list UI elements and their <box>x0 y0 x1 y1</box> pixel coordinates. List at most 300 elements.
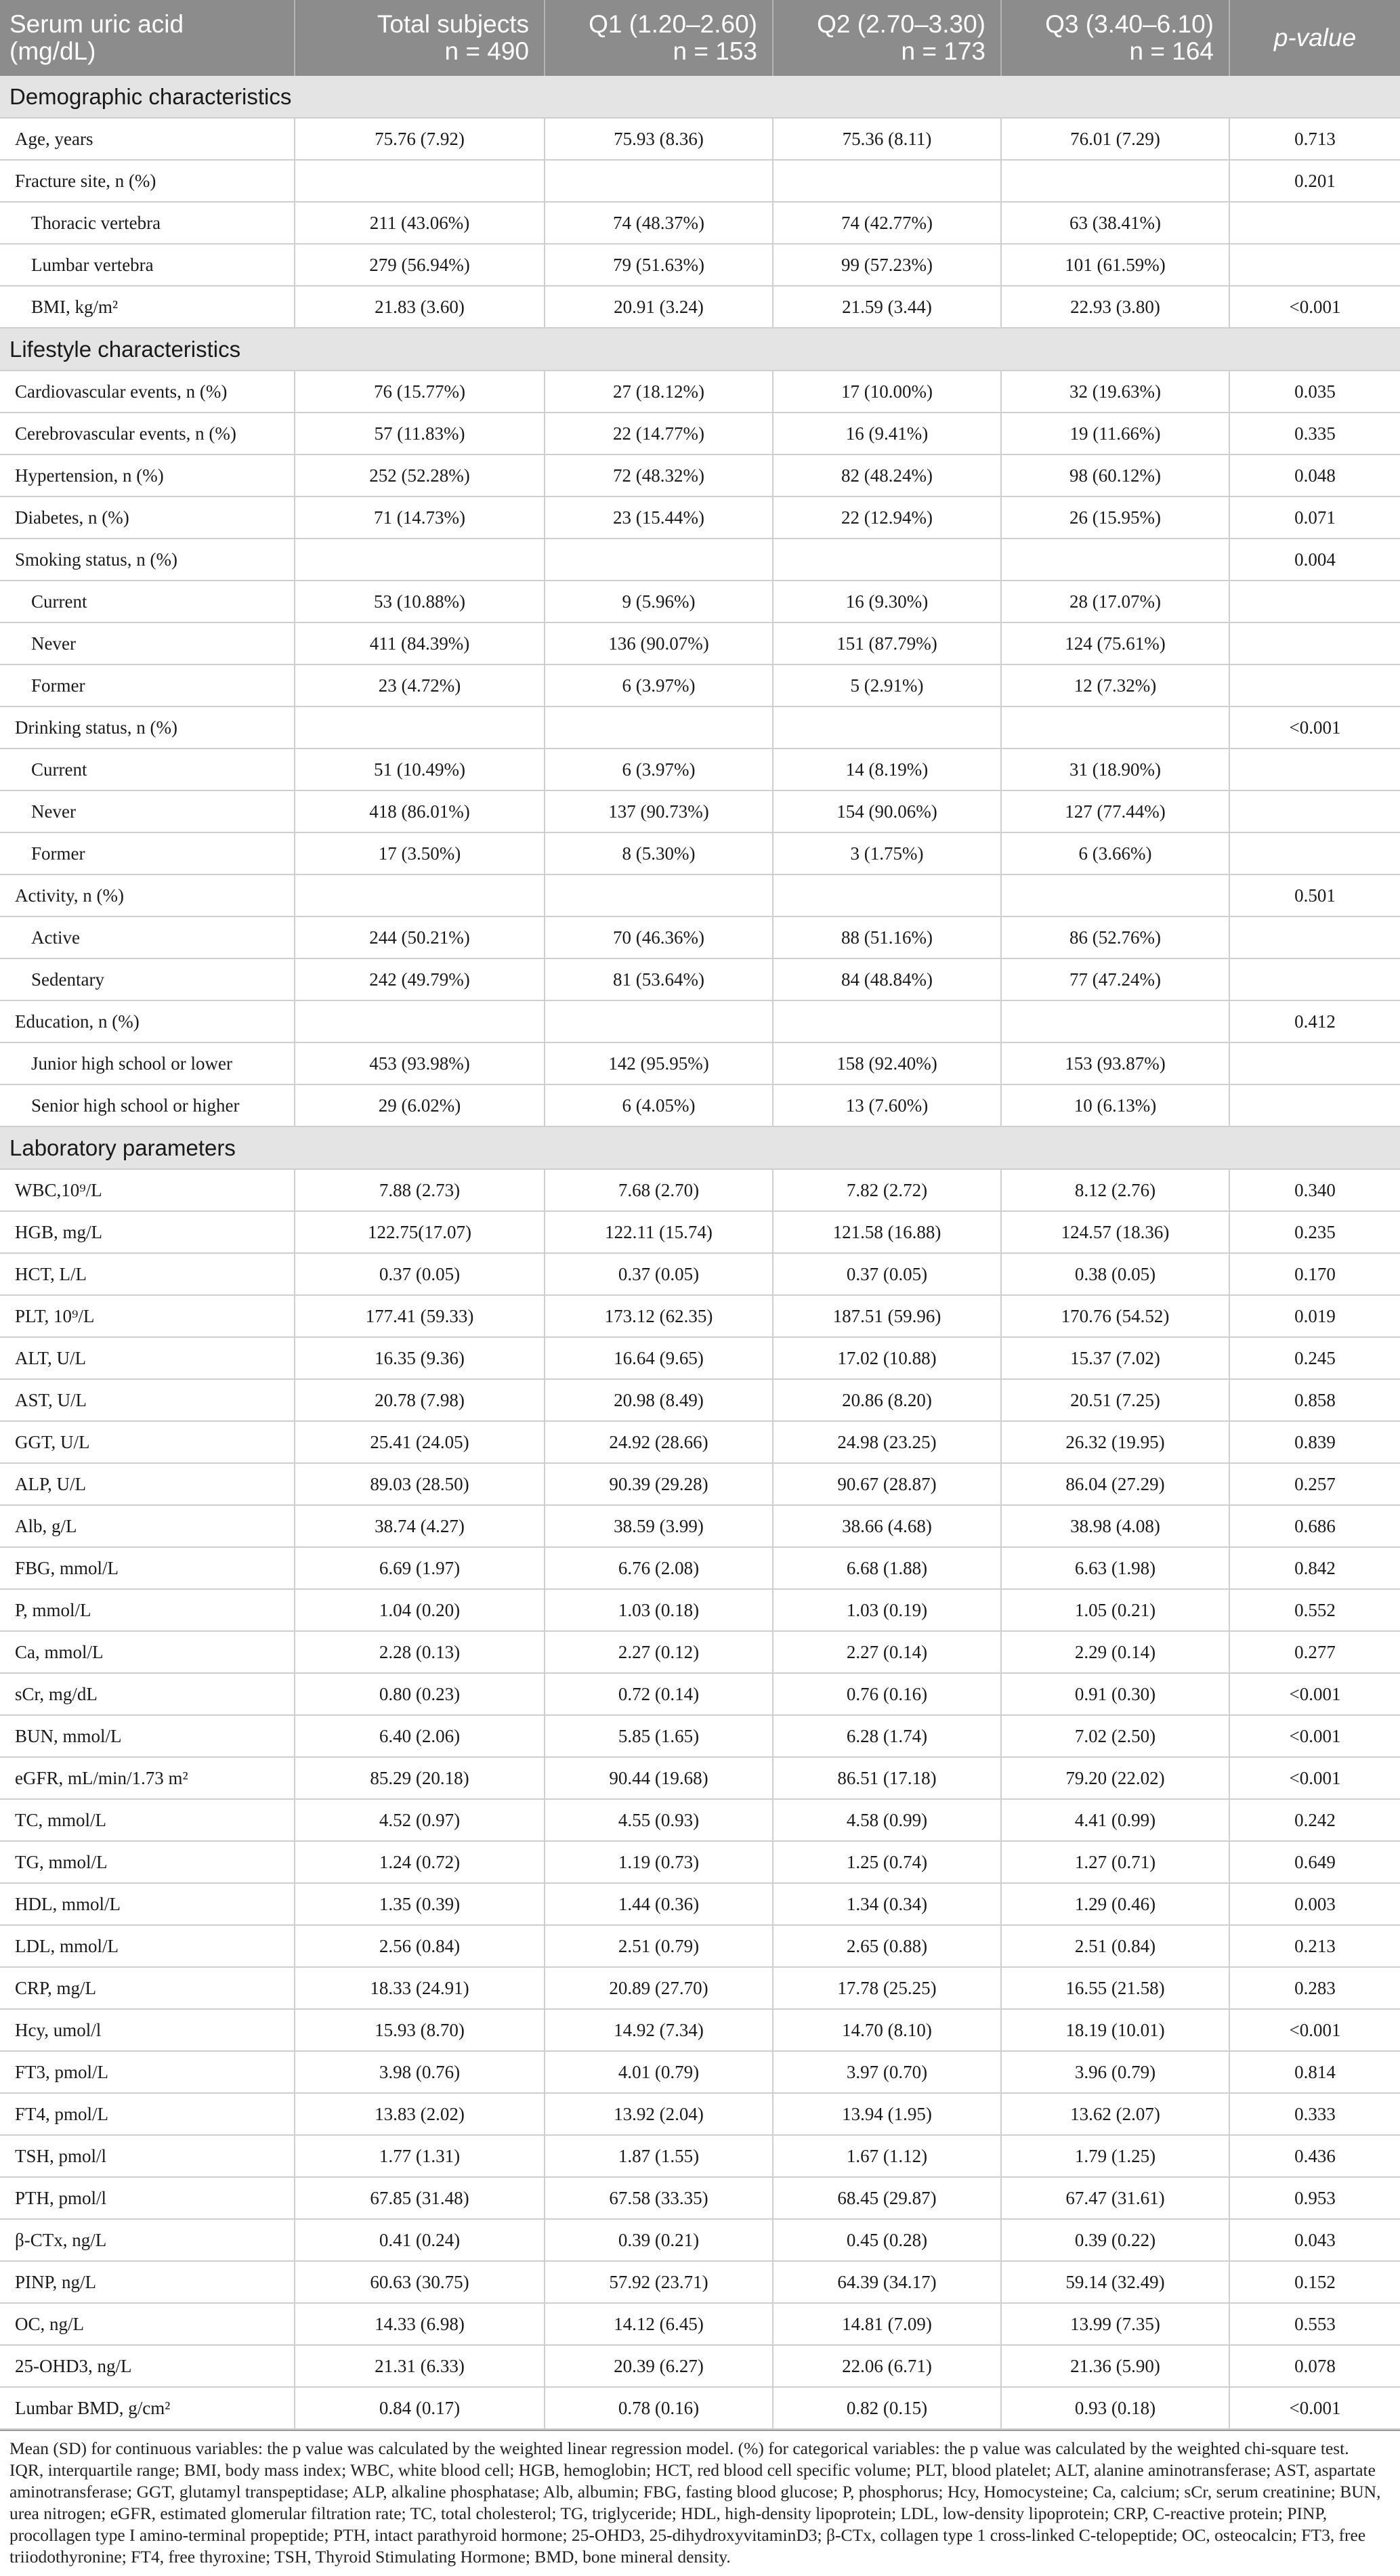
table-row <box>0 1421 1400 1463</box>
table-row <box>0 1169 1400 1211</box>
p-value-cell: <0.001 <box>1229 1715 1400 1757</box>
p-value-cell: 0.201 <box>1229 160 1400 202</box>
row-label: PLT, 10⁹/L <box>0 1295 295 1337</box>
value-cell: 252 (52.28%) <box>295 455 545 497</box>
header-variable <box>0 0 295 76</box>
value-cell: 158 (92.40%) <box>773 1042 1001 1084</box>
table-row <box>0 2009 1400 2051</box>
footnote-abbreviations: IQR, interquartile range; BMI, body mass index; WBC, white blood cell; HGB, hemoglobin; HCT, red blood cell specific volume; PLT, blood platelet; ALT, alanine aminotransferase; AST, aspartate aminotransferase; GGT, glutamyl transpeptidase; ALP, alkaline phosphatase; Alb, albumin; FBG, fasting blood glucose; P, phosphorus; Hcy, Homocysteine; Ca, calcium; sCr, serum creatinine; BUN, urea nitrogen; eGFR, estimated glomerular filtration rate; TC, total cholesterol; TG, triglyceride; HDL, high-density lipoprotein; LDL, low-density lipoprotein; CRP, C-reactive protein; PINP, procollagen type I amino-terminal propeptide; PTH, intact parathyroid hormone; 25-OHD3, 25-dihydroxyvitaminD3; β-CTx, collagen type 1 cross-linked C-telopeptide; OC, osteocalcin; FT3, free triiodothyronine; FT4, free thyroxine; TSH, Thyroid Stimulating Hormone; BMD, bone mineral density. <box>9 2460 1381 2567</box>
table-row <box>0 160 1400 202</box>
table-row <box>0 244 1400 286</box>
p-value-cell: 0.814 <box>1229 2051 1400 2093</box>
value-cell: 4.52 (0.97) <box>295 1799 545 1841</box>
p-value-cell: 0.552 <box>1229 1589 1400 1631</box>
row-label: WBC,10⁹/L <box>0 1169 295 1211</box>
value-cell: 1.25 (0.74) <box>773 1841 1001 1883</box>
value-cell: 1.34 (0.34) <box>773 1883 1001 1925</box>
value-cell: 22 (12.94%) <box>773 497 1001 539</box>
value-cell <box>295 539 545 580</box>
value-cell: 22.93 (3.80) <box>1001 286 1229 328</box>
value-cell: 25.41 (24.05) <box>295 1421 545 1463</box>
value-cell: 6.28 (1.74) <box>773 1715 1001 1757</box>
p-value-cell: 0.213 <box>1229 1925 1400 1967</box>
p-value-cell: 0.649 <box>1229 1841 1400 1883</box>
value-cell: 85.29 (20.18) <box>295 1757 545 1799</box>
value-cell: 6.69 (1.97) <box>295 1547 545 1589</box>
value-cell: 418 (86.01%) <box>295 790 545 832</box>
value-cell: 7.88 (2.73) <box>295 1169 545 1211</box>
value-cell: 122.11 (15.74) <box>545 1211 773 1253</box>
value-cell <box>545 539 773 580</box>
row-label: Age, years <box>0 118 295 160</box>
row-label: PTH, pmol/l <box>0 2177 295 2219</box>
table-row <box>0 1883 1400 1925</box>
value-cell <box>1001 706 1229 748</box>
row-label: Former <box>0 832 295 874</box>
row-label: GGT, U/L <box>0 1421 295 1463</box>
value-cell: 67.85 (31.48) <box>295 2177 545 2219</box>
row-label: Sedentary <box>0 958 295 1000</box>
row-label: 25-OHD3, ng/L <box>0 2345 295 2387</box>
value-cell: 0.45 (0.28) <box>773 2219 1001 2261</box>
value-cell: 17 (3.50%) <box>295 832 545 874</box>
header-variable-line1: Serum uric acid <box>9 10 184 38</box>
value-cell: 173.12 (62.35) <box>545 1295 773 1337</box>
table-row <box>0 1084 1400 1126</box>
value-cell: 6.68 (1.88) <box>773 1547 1001 1589</box>
value-cell: 20.89 (27.70) <box>545 1967 773 2009</box>
p-value-cell: 0.245 <box>1229 1337 1400 1379</box>
value-cell: 86 (52.76%) <box>1001 916 1229 958</box>
value-cell: 279 (56.94%) <box>295 244 545 286</box>
value-cell: 0.39 (0.22) <box>1001 2219 1229 2261</box>
value-cell: 3.97 (0.70) <box>773 2051 1001 2093</box>
p-value-cell: 0.713 <box>1229 118 1400 160</box>
value-cell: 38.59 (3.99) <box>545 1505 773 1547</box>
row-label: Active <box>0 916 295 958</box>
value-cell: 6.63 (1.98) <box>1001 1547 1229 1589</box>
table-row <box>0 1631 1400 1673</box>
value-cell: 18.33 (24.91) <box>295 1967 545 2009</box>
p-value-cell: 0.340 <box>1229 1169 1400 1211</box>
value-cell <box>545 706 773 748</box>
value-cell: 1.03 (0.18) <box>545 1589 773 1631</box>
value-cell: 89.03 (28.50) <box>295 1463 545 1505</box>
p-value-cell: 0.048 <box>1229 455 1400 497</box>
row-label: Current <box>0 580 295 622</box>
table-row <box>0 2051 1400 2093</box>
value-cell <box>1001 874 1229 916</box>
value-cell: 53 (10.88%) <box>295 580 545 622</box>
value-cell: 0.93 (0.18) <box>1001 2387 1229 2429</box>
value-cell: 64.39 (34.17) <box>773 2261 1001 2303</box>
row-label: Hcy, umol/l <box>0 2009 295 2051</box>
table-row <box>0 539 1400 580</box>
value-cell: 124 (75.61%) <box>1001 622 1229 664</box>
value-cell: 0.84 (0.17) <box>295 2387 545 2429</box>
value-cell: 151 (87.79%) <box>773 622 1001 664</box>
value-cell: 16 (9.30%) <box>773 580 1001 622</box>
table-row <box>0 1042 1400 1084</box>
value-cell: 2.65 (0.88) <box>773 1925 1001 1967</box>
value-cell: 1.04 (0.20) <box>295 1589 545 1631</box>
header-q1-line1: Q1 (1.20–2.60) <box>589 10 757 38</box>
table-row <box>0 455 1400 497</box>
p-value-cell: 0.436 <box>1229 2135 1400 2177</box>
value-cell <box>773 706 1001 748</box>
value-cell: 0.91 (0.30) <box>1001 1673 1229 1715</box>
value-cell: 77 (47.24%) <box>1001 958 1229 1000</box>
p-value-cell <box>1229 832 1400 874</box>
p-value-cell: 0.003 <box>1229 1883 1400 1925</box>
value-cell: 14.92 (7.34) <box>545 2009 773 2051</box>
value-cell: 211 (43.06%) <box>295 202 545 244</box>
value-cell: 14.70 (8.10) <box>773 2009 1001 2051</box>
value-cell: 121.58 (16.88) <box>773 1211 1001 1253</box>
table-footnote <box>0 2430 1400 2568</box>
table-row <box>0 2261 1400 2303</box>
value-cell: 21.36 (5.90) <box>1001 2345 1229 2387</box>
table-row <box>0 958 1400 1000</box>
value-cell: 187.51 (59.96) <box>773 1295 1001 1337</box>
value-cell <box>773 160 1001 202</box>
value-cell: 22 (14.77%) <box>545 413 773 455</box>
p-value-cell: <0.001 <box>1229 2387 1400 2429</box>
value-cell: 59.14 (32.49) <box>1001 2261 1229 2303</box>
value-cell: 1.27 (0.71) <box>1001 1841 1229 1883</box>
table-row <box>0 1757 1400 1799</box>
value-cell: 101 (61.59%) <box>1001 244 1229 286</box>
value-cell: 411 (84.39%) <box>295 622 545 664</box>
value-cell <box>545 160 773 202</box>
value-cell: 453 (93.98%) <box>295 1042 545 1084</box>
value-cell: 124.57 (18.36) <box>1001 1211 1229 1253</box>
value-cell: 8 (5.30%) <box>545 832 773 874</box>
row-label: Lumbar vertebra <box>0 244 295 286</box>
value-cell: 79 (51.63%) <box>545 244 773 286</box>
row-label: Lumbar BMD, g/cm² <box>0 2387 295 2429</box>
header-q1 <box>545 0 773 76</box>
value-cell: 20.91 (3.24) <box>545 286 773 328</box>
row-label: Current <box>0 748 295 790</box>
header-q3 <box>1001 0 1229 76</box>
value-cell: 244 (50.21%) <box>295 916 545 958</box>
table-row <box>0 664 1400 706</box>
value-cell: 14.33 (6.98) <box>295 2303 545 2345</box>
table-row <box>0 622 1400 664</box>
value-cell: 70 (46.36%) <box>545 916 773 958</box>
row-label: P, mmol/L <box>0 1589 295 1631</box>
section-title: Lifestyle characteristics <box>0 328 1400 371</box>
row-label: eGFR, mL/min/1.73 m² <box>0 1757 295 1799</box>
value-cell: 3 (1.75%) <box>773 832 1001 874</box>
table-row <box>0 1799 1400 1841</box>
p-value-cell <box>1229 664 1400 706</box>
value-cell: 0.76 (0.16) <box>773 1673 1001 1715</box>
value-cell: 5 (2.91%) <box>773 664 1001 706</box>
value-cell <box>545 1000 773 1042</box>
header-q2-line2: n = 173 <box>901 37 985 65</box>
section-title: Laboratory parameters <box>0 1126 1400 1169</box>
table-row <box>0 1000 1400 1042</box>
header-total-line1: Total subjects <box>377 10 529 38</box>
value-cell <box>1001 160 1229 202</box>
table-body <box>0 76 1400 2429</box>
value-cell: 81 (53.64%) <box>545 958 773 1000</box>
value-cell: 20.98 (8.49) <box>545 1379 773 1421</box>
value-cell: 24.98 (23.25) <box>773 1421 1001 1463</box>
table-row <box>0 497 1400 539</box>
value-cell: 60.63 (30.75) <box>295 2261 545 2303</box>
table-row <box>0 1967 1400 2009</box>
value-cell: 82 (48.24%) <box>773 455 1001 497</box>
p-value-cell <box>1229 1042 1400 1084</box>
value-cell: 20.86 (8.20) <box>773 1379 1001 1421</box>
row-label: Thoracic vertebra <box>0 202 295 244</box>
value-cell: 1.87 (1.55) <box>545 2135 773 2177</box>
value-cell: 170.76 (54.52) <box>1001 1295 1229 1337</box>
value-cell: 90.67 (28.87) <box>773 1463 1001 1505</box>
value-cell: 15.37 (7.02) <box>1001 1337 1229 1379</box>
value-cell: 6.40 (2.06) <box>295 1715 545 1757</box>
table-row <box>0 1379 1400 1421</box>
header-p-value: p-value <box>1229 0 1400 76</box>
table-row <box>0 286 1400 328</box>
p-value-cell <box>1229 958 1400 1000</box>
p-value-cell: 0.071 <box>1229 497 1400 539</box>
p-value-cell: <0.001 <box>1229 2009 1400 2051</box>
value-cell: 90.39 (29.28) <box>545 1463 773 1505</box>
value-cell: 84 (48.84%) <box>773 958 1001 1000</box>
value-cell: 153 (93.87%) <box>1001 1042 1229 1084</box>
value-cell: 76 (15.77%) <box>295 371 545 413</box>
p-value-cell: 0.242 <box>1229 1799 1400 1841</box>
value-cell: 17 (10.00%) <box>773 371 1001 413</box>
table-row <box>0 371 1400 413</box>
value-cell: 21.31 (6.33) <box>295 2345 545 2387</box>
value-cell: 2.56 (0.84) <box>295 1925 545 1967</box>
value-cell: 72 (48.32%) <box>545 455 773 497</box>
value-cell: 242 (49.79%) <box>295 958 545 1000</box>
value-cell: 76.01 (7.29) <box>1001 118 1229 160</box>
value-cell: 71 (14.73%) <box>295 497 545 539</box>
value-cell: 1.24 (0.72) <box>295 1841 545 1883</box>
header-q2 <box>773 0 1001 76</box>
value-cell: 67.47 (31.61) <box>1001 2177 1229 2219</box>
row-label: Never <box>0 622 295 664</box>
value-cell: 38.66 (4.68) <box>773 1505 1001 1547</box>
table-row <box>0 916 1400 958</box>
p-value-cell: 0.277 <box>1229 1631 1400 1673</box>
row-label: Junior high school or lower <box>0 1042 295 1084</box>
value-cell: 29 (6.02%) <box>295 1084 545 1126</box>
p-value-cell: 0.152 <box>1229 2261 1400 2303</box>
value-cell: 2.27 (0.12) <box>545 1631 773 1673</box>
row-label: BMI, kg/m² <box>0 286 295 328</box>
p-value-cell: 0.858 <box>1229 1379 1400 1421</box>
p-value-cell <box>1229 244 1400 286</box>
value-cell: 0.80 (0.23) <box>295 1673 545 1715</box>
value-cell: 0.72 (0.14) <box>545 1673 773 1715</box>
value-cell: 7.82 (2.72) <box>773 1169 1001 1211</box>
p-value-cell <box>1229 622 1400 664</box>
value-cell: 6 (3.66%) <box>1001 832 1229 874</box>
value-cell: 57.92 (23.71) <box>545 2261 773 2303</box>
row-label: sCr, mg/dL <box>0 1673 295 1715</box>
value-cell: 74 (48.37%) <box>545 202 773 244</box>
value-cell: 13.99 (7.35) <box>1001 2303 1229 2345</box>
value-cell: 86.51 (17.18) <box>773 1757 1001 1799</box>
value-cell: 6 (3.97%) <box>545 748 773 790</box>
value-cell: 16 (9.41%) <box>773 413 1001 455</box>
value-cell: 1.67 (1.12) <box>773 2135 1001 2177</box>
value-cell: 0.78 (0.16) <box>545 2387 773 2429</box>
row-label: TG, mmol/L <box>0 1841 295 1883</box>
table-row <box>0 1925 1400 1967</box>
p-value-cell: 0.235 <box>1229 1211 1400 1253</box>
p-value-cell: 0.019 <box>1229 1295 1400 1337</box>
table-row <box>0 118 1400 160</box>
value-cell: 12 (7.32%) <box>1001 664 1229 706</box>
value-cell: 17.78 (25.25) <box>773 1967 1001 2009</box>
row-label: Education, n (%) <box>0 1000 295 1042</box>
value-cell: 154 (90.06%) <box>773 790 1001 832</box>
value-cell: 57 (11.83%) <box>295 413 545 455</box>
value-cell: 22.06 (6.71) <box>773 2345 1001 2387</box>
value-cell: 6.76 (2.08) <box>545 1547 773 1589</box>
value-cell: 0.39 (0.21) <box>545 2219 773 2261</box>
value-cell: 4.55 (0.93) <box>545 1799 773 1841</box>
p-value-cell: <0.001 <box>1229 706 1400 748</box>
value-cell: 1.29 (0.46) <box>1001 1883 1229 1925</box>
table-row <box>0 202 1400 244</box>
table-row <box>0 2093 1400 2135</box>
value-cell: 13.62 (2.07) <box>1001 2093 1229 2135</box>
value-cell: 98 (60.12%) <box>1001 455 1229 497</box>
value-cell: 4.41 (0.99) <box>1001 1799 1229 1841</box>
section-title: Demographic characteristics <box>0 76 1400 118</box>
value-cell: 1.19 (0.73) <box>545 1841 773 1883</box>
value-cell: 20.78 (7.98) <box>295 1379 545 1421</box>
p-value-cell: <0.001 <box>1229 286 1400 328</box>
section-row <box>0 328 1400 371</box>
value-cell: 38.74 (4.27) <box>295 1505 545 1547</box>
row-label: HCT, L/L <box>0 1253 295 1295</box>
value-cell: 2.51 (0.79) <box>545 1925 773 1967</box>
p-value-cell: 0.333 <box>1229 2093 1400 2135</box>
table-row <box>0 874 1400 916</box>
value-cell: 2.27 (0.14) <box>773 1631 1001 1673</box>
value-cell <box>773 1000 1001 1042</box>
header-total-line2: n = 490 <box>444 37 529 65</box>
value-cell: 7.02 (2.50) <box>1001 1715 1229 1757</box>
value-cell: 75.36 (8.11) <box>773 118 1001 160</box>
row-label: Fracture site, n (%) <box>0 160 295 202</box>
value-cell: 28 (17.07%) <box>1001 580 1229 622</box>
row-label: Never <box>0 790 295 832</box>
p-value-cell: 0.412 <box>1229 1000 1400 1042</box>
header-q3-line1: Q3 (3.40–6.10) <box>1045 10 1214 38</box>
row-label: ALP, U/L <box>0 1463 295 1505</box>
row-label: Hypertension, n (%) <box>0 455 295 497</box>
p-value-cell <box>1229 916 1400 958</box>
p-value-cell <box>1229 790 1400 832</box>
p-value-cell: 0.078 <box>1229 2345 1400 2387</box>
value-cell: 16.35 (9.36) <box>295 1337 545 1379</box>
value-cell: 20.51 (7.25) <box>1001 1379 1229 1421</box>
header-q3-line2: n = 164 <box>1129 37 1214 65</box>
value-cell: 0.37 (0.05) <box>773 1253 1001 1295</box>
row-label: Ca, mmol/L <box>0 1631 295 1673</box>
value-cell: 5.85 (1.65) <box>545 1715 773 1757</box>
row-label: FT3, pmol/L <box>0 2051 295 2093</box>
value-cell: 19 (11.66%) <box>1001 413 1229 455</box>
value-cell: 15.93 (8.70) <box>295 2009 545 2051</box>
p-value-cell: 0.043 <box>1229 2219 1400 2261</box>
header-q1-line2: n = 153 <box>673 37 757 65</box>
row-label: Diabetes, n (%) <box>0 497 295 539</box>
value-cell: 1.03 (0.19) <box>773 1589 1001 1631</box>
p-value-cell: <0.001 <box>1229 1673 1400 1715</box>
value-cell: 23 (4.72%) <box>295 664 545 706</box>
value-cell: 9 (5.96%) <box>545 580 773 622</box>
p-value-cell: 0.283 <box>1229 1967 1400 2009</box>
value-cell <box>545 874 773 916</box>
value-cell: 0.37 (0.05) <box>295 1253 545 1295</box>
value-cell: 51 (10.49%) <box>295 748 545 790</box>
value-cell: 32 (19.63%) <box>1001 371 1229 413</box>
value-cell: 13.92 (2.04) <box>545 2093 773 2135</box>
value-cell <box>295 706 545 748</box>
p-value-cell: 0.953 <box>1229 2177 1400 2219</box>
table-row <box>0 2135 1400 2177</box>
p-value-cell <box>1229 580 1400 622</box>
value-cell <box>295 160 545 202</box>
value-cell: 14.12 (6.45) <box>545 2303 773 2345</box>
value-cell: 4.58 (0.99) <box>773 1799 1001 1841</box>
table-row <box>0 2177 1400 2219</box>
value-cell: 23 (15.44%) <box>545 497 773 539</box>
p-value-cell: 0.839 <box>1229 1421 1400 1463</box>
value-cell: 21.59 (3.44) <box>773 286 1001 328</box>
table-row <box>0 790 1400 832</box>
value-cell: 177.41 (59.33) <box>295 1295 545 1337</box>
table-row <box>0 2219 1400 2261</box>
value-cell: 38.98 (4.08) <box>1001 1505 1229 1547</box>
row-label: Smoking status, n (%) <box>0 539 295 580</box>
row-label: TC, mmol/L <box>0 1799 295 1841</box>
p-value-cell <box>1229 1084 1400 1126</box>
value-cell: 63 (38.41%) <box>1001 202 1229 244</box>
p-value-cell: <0.001 <box>1229 1757 1400 1799</box>
p-value-cell: 0.686 <box>1229 1505 1400 1547</box>
value-cell: 0.37 (0.05) <box>545 1253 773 1295</box>
table-row <box>0 1295 1400 1337</box>
row-label: β-CTx, ng/L <box>0 2219 295 2261</box>
value-cell <box>295 1000 545 1042</box>
row-label: BUN, mmol/L <box>0 1715 295 1757</box>
table-row <box>0 706 1400 748</box>
row-label: Senior high school or higher <box>0 1084 295 1126</box>
row-label: TSH, pmol/l <box>0 2135 295 2177</box>
value-cell: 13.83 (2.02) <box>295 2093 545 2135</box>
table-row <box>0 1463 1400 1505</box>
value-cell <box>1001 539 1229 580</box>
value-cell <box>773 539 1001 580</box>
value-cell: 10 (6.13%) <box>1001 1084 1229 1126</box>
row-label: Activity, n (%) <box>0 874 295 916</box>
value-cell <box>773 874 1001 916</box>
